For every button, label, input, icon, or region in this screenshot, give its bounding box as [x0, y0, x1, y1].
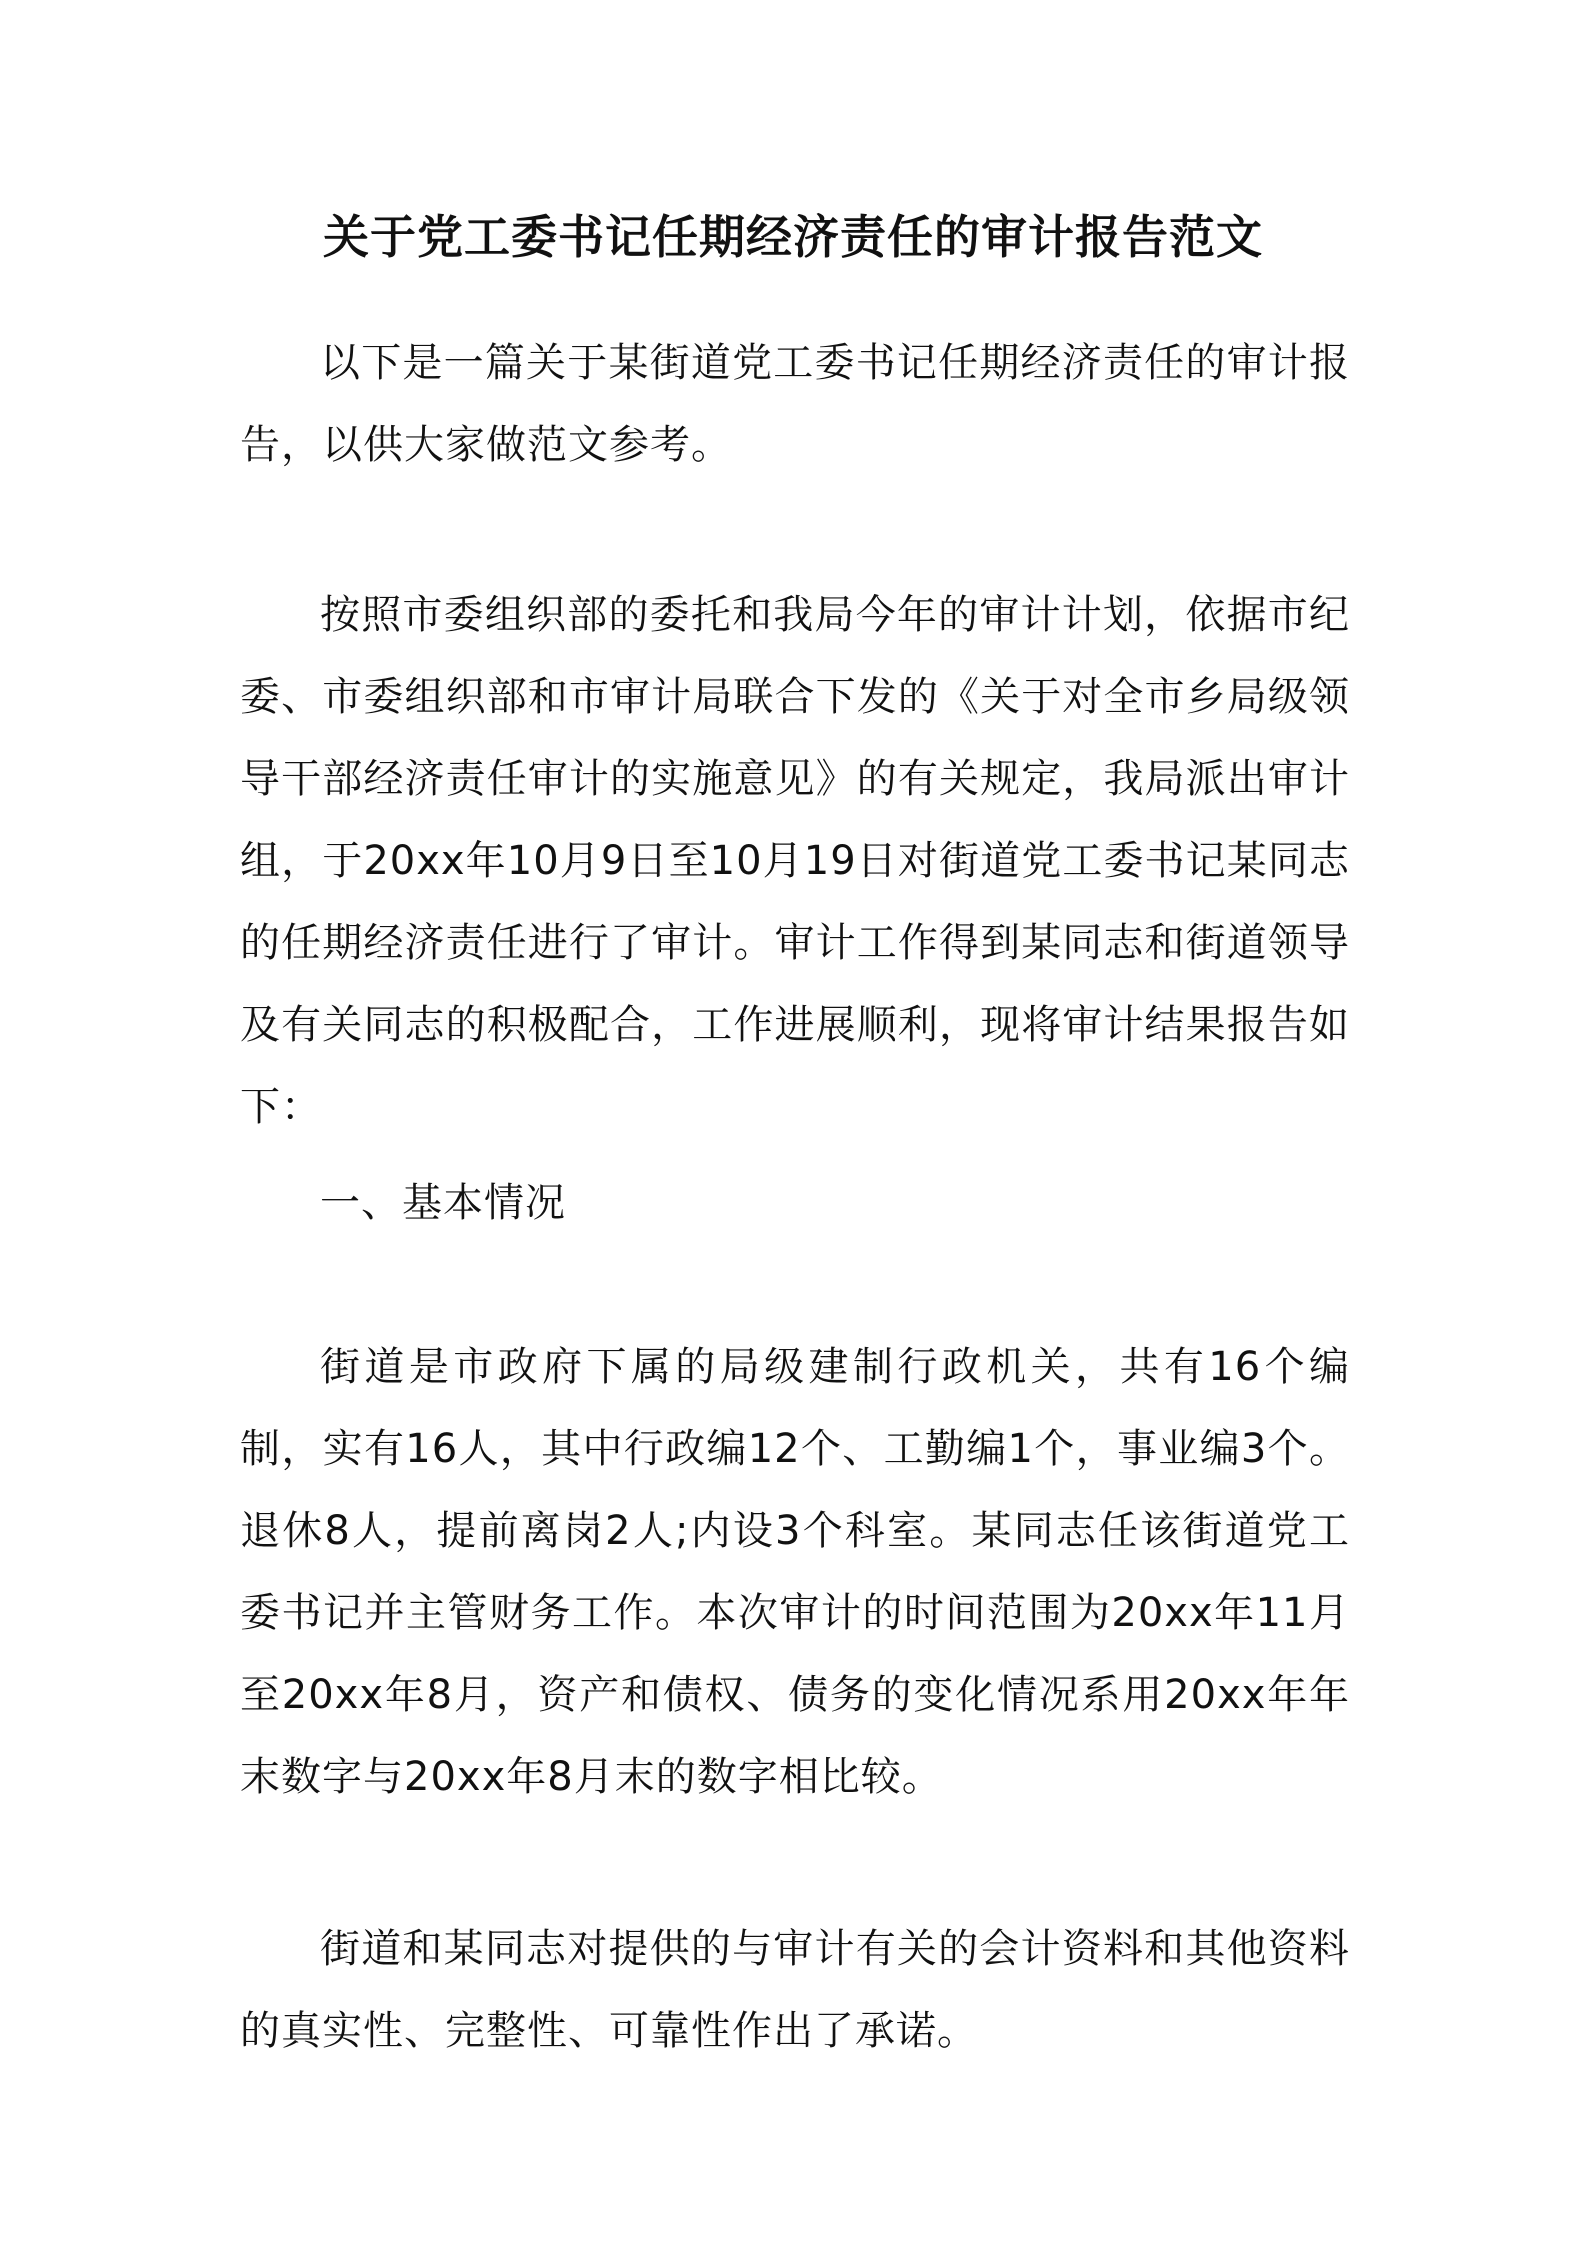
section-heading-basic-situation: 一、基本情况: [320, 1180, 566, 1226]
audit-basis-paragraph: 按照市委组织部的委托和我局今年的审计计划，依据市纪委、市委组织部和市审计局联合下发的《关于对全市乡局级领导干部经济责任审计的实施意见》的有关规定，我局派出审计组，于20xx年10月9日至10月19日对街道党工委书记某同志的任期经济责任进行了审计。审计工作得到某同志和街道领导及有关同志的积极配合，工作进展顺利，现将审计结果报告如下：: [240, 592, 1350, 1130]
intro-paragraph: 以下是一篇关于某街道党工委书记任期经济责任的审计报告，以供大家做范文参考。: [240, 340, 1350, 468]
commitment-paragraph: 街道和某同志对提供的与审计有关的会计资料和其他资料的真实性、完整性、可靠性作出了承诺。: [240, 1926, 1350, 2054]
basic-situation-paragraph: 街道是市政府下属的局级建制行政机关，共有16个编制，实有16人，其中行政编12个、工勤编1个，事业编3个。退休8人，提前离岗2人;内设3个科室。某同志任该街道党工委书记并主管财务工作。本次审计的时间范围为20xx年11月至20xx年8月，资产和债权、债务的变化情况系用20xx年年末数字与20xx年8月末的数字相比较。: [240, 1344, 1350, 1800]
document-title: 关于党工委书记任期经济责任的审计报告范文: [323, 210, 1263, 264]
